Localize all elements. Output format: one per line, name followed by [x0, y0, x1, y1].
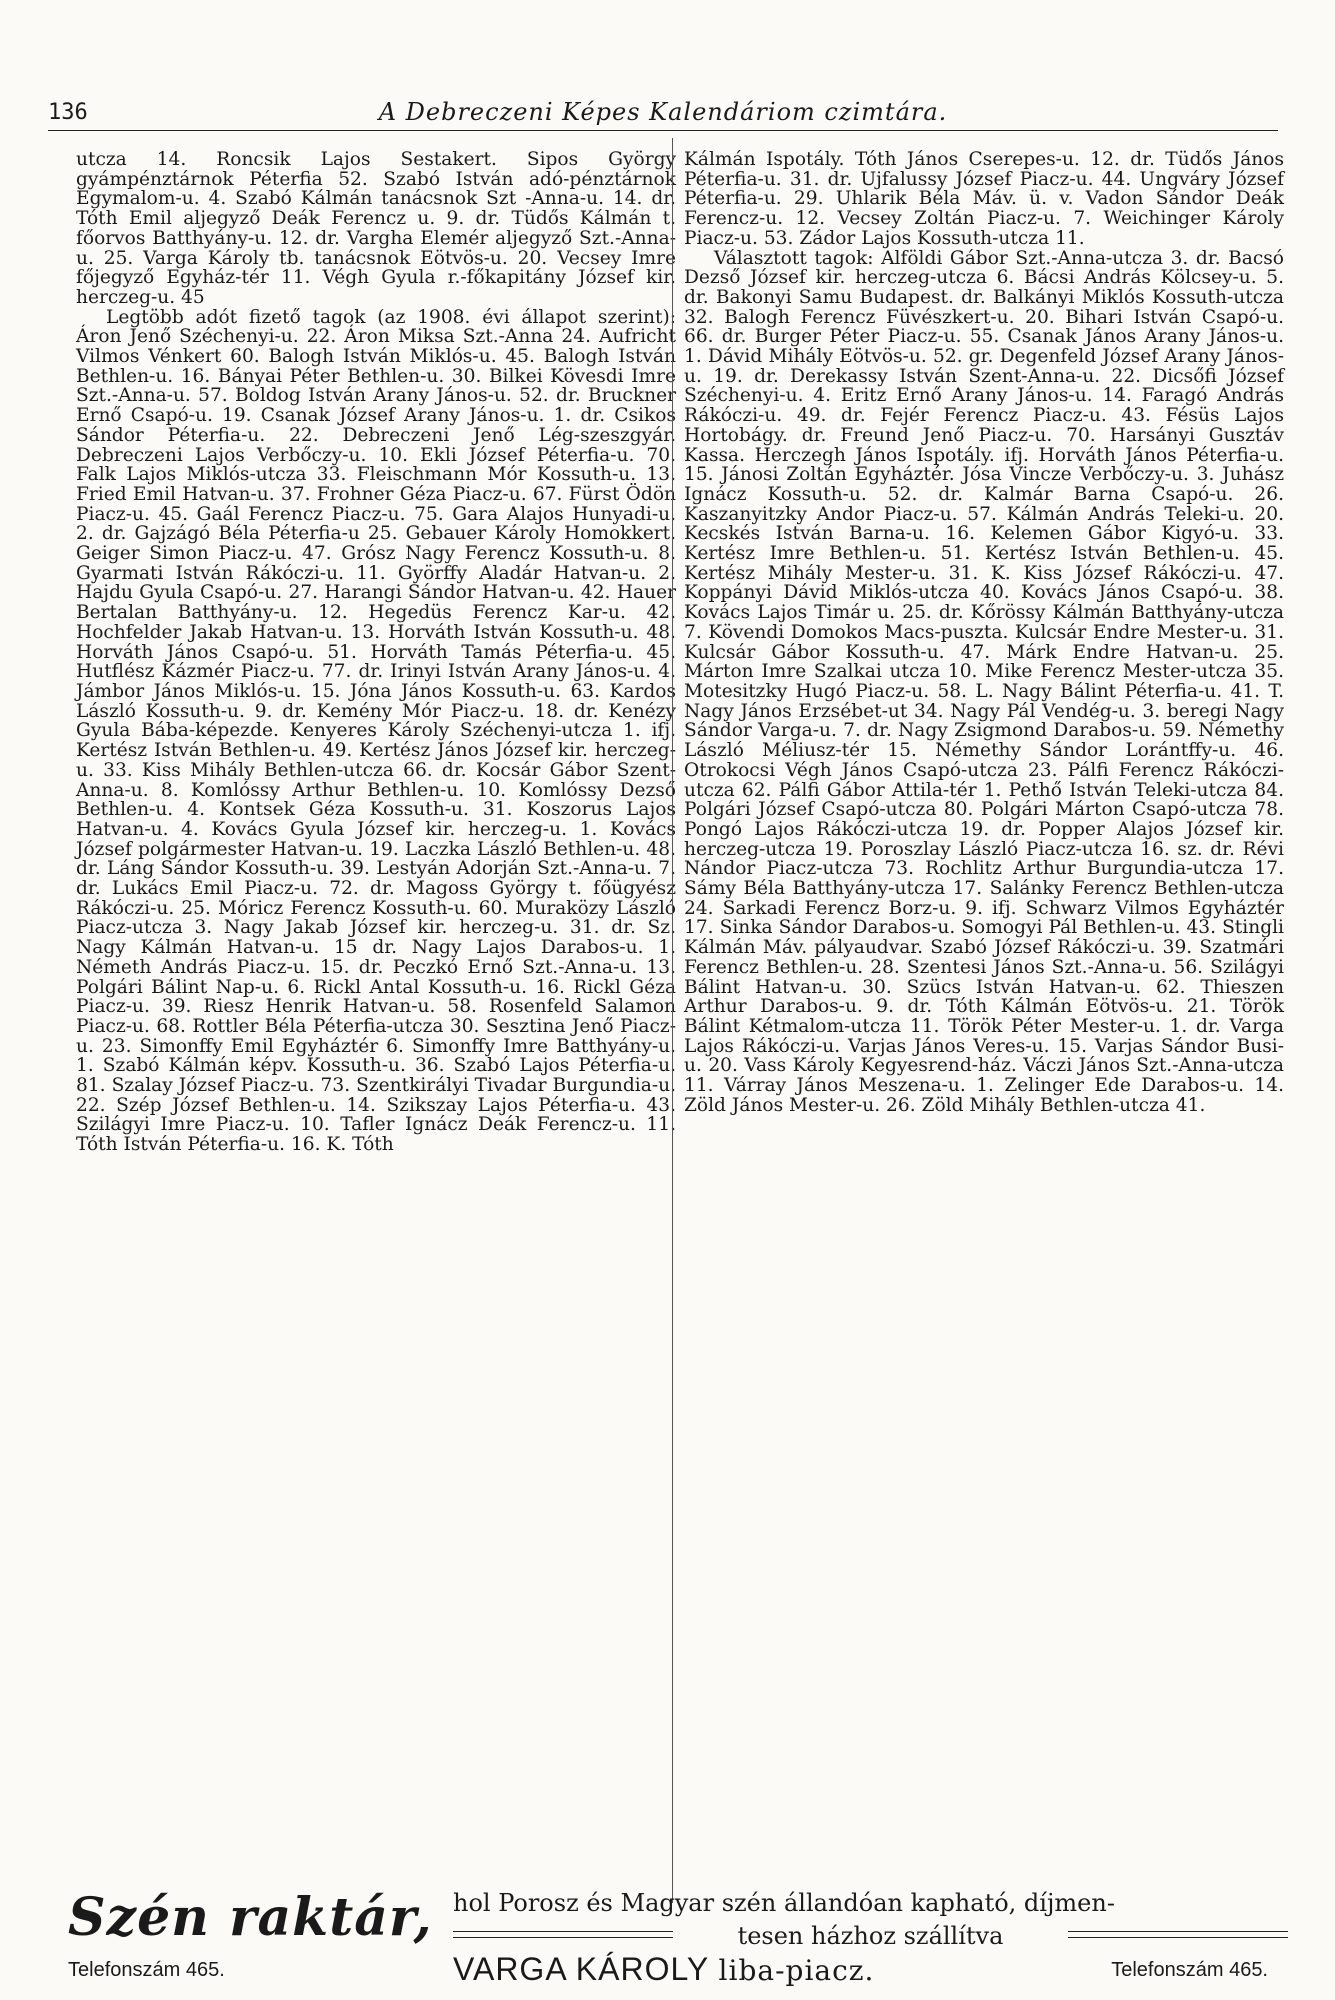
coal-store-advertisement [48, 1887, 1288, 1995]
ad-text-line-2: tesen házhoz szállítva [737, 1922, 1004, 1950]
ad-phone-right: Telefonszám 465. [1111, 1959, 1268, 1981]
page-header [48, 96, 1278, 131]
ad-phone-left: Telefonszám 465. [68, 1959, 225, 1981]
ad-double-rule-right [1068, 1931, 1288, 1938]
ad-headline: Szén raktár, [68, 1887, 433, 1948]
ad-owner [453, 1951, 874, 1988]
ad-bottom-row [48, 1951, 1288, 1989]
left-column [76, 150, 676, 1155]
ad-text-line-2-row [453, 1922, 1288, 1950]
left-paragraph-1: utcza 14. Roncsik Lajos Sestakert. Sipos György gyámpénztárnok Péterfia 52. Szabó István adó-pénztárnok Egymalom-u. 4. Szabó Kálmán tanácsnok Szt -Anna-u. 14. dr. Tóth Emil aljegyző Deák Ferencz u. 9. dr. Tüdős Kálmán t. főorvos Batthyány-u. 12. dr. Vargha Elemér aljegyző Szt.-Anna-u. 25. Varga Károly tb. tanácsnok Eötvös-u. 20. Vecsey Imre főjegyző Egyház-tér 11. Végh Gyula r.-főkapitány József kir. herczeg-u. 45 [76, 149, 676, 308]
ad-text-line-1: hol Porosz és Magyar szén állandóan kapható, díjmen- [453, 1889, 1115, 1917]
running-title: A Debreczeni Képes Kalendáriom czimtára. [378, 98, 948, 126]
page-number: 136 [48, 100, 88, 125]
right-paragraph-2: Választott tagok: Alföldi Gábor Szt.-Anna-utcza 3. dr. Bacsó Dezső József kir. herczeg-utcza 6. Bácsi András Kölcsey-u. 5. dr. Bakonyi Samu Budapest. dr. Balkányi Miklós Kossuth-utcza 32. Balogh Ferencz Füvészkert-u. 20. Bihari István Csapó-u. 66. dr. Burger Péter Piacz-u. 55. Csanak János Arany János-u. 1. Dávid Mihály Eötvös-u. 52. gr. Degenfeld József Arany János-u. 19. dr. Derekassy István Szent-Anna-u. 22. Dicsőfi József Széchenyi-u. 4. Eritz Ernő Arany János-u. 14. Faragó András Rákóczi-u. 49. dr. Fejér Ferencz Piacz-u. 43. Fésüs Lajos Hortobágy. dr. Freund Jenő Piacz-u. 70. Harsányi Gusztáv Kassa. Herczegh János Ispotály. ifj. Horváth János Péterfia-u. 15. Jánosi Zoltán Egyháztér. Jósa Vincze Verbőczy-u. 3. Juhász Ignácz Kossuth-u. 52. dr. Kalmár Barna Csapó-u. 26. Kaszanyitzky Andor Piacz-u. 57. Kálmán András Teleki-u. 20. Kecskés István Barna-u. 16. Kelemen Gábor Kigyó-u. 33. Kertész Imre Bethlen-u. 51. Kertész István Bethlen-u. 45. Kertész Mihály Mester-u. 31. K. Kiss József Rákóczi-u. 47. Koppányi Dávid Miklós-utcza 40. Kovács János Csapó-u. 38. Kovács Lajos Timár u. 25. dr. Kőrössy Kálmán Batthyány-utcza 7. Kövendi Domokos Macs-puszta. Kulcsár Endre Mester-u. 31. Kulcsár Gábor Kossuth-u. 47. Márk Endre Hatvan-u. 25. Márton Imre Szalkai utcza 10. Mike Ferencz Mester-utcza 35. Motesitzky Hugó Piacz-u. 58. L. Nagy Bálint Péterfia-u. 41. T. Nagy János Erzsébet-ut 34. Nagy Pál Vendég-u. 3. beregi Nagy Sándor Varga-u. 7. dr. Nagy Zsigmond Darabos-u. 59. Némethy László Méliusz-tér 15. Némethy Sándor Lorántffy-u. 46. Otrokocsi Végh János Csapó-utcza 23. Pálfi Ferencz Rákóczi-utcza 62. Pálfi Gábor Attila-tér 1. Pethő István Teleki-utcza 84. Polgári József Csapó-utcza 80. Polgári Márton Csapó-utcza 78. Pongó Lajos Rákóczi-utcza 19. dr. Popper Alajos József kir. herczeg-utcza 19. Poroszlay László Piacz-utcza 16. sz. dr. Révi Nándor Piacz-utcza 73. Rochlitz Arthur Burgundia-utcza 17. Sámy Béla Batthyány-utcza 17. Salánky Ferencz Bethlen-utcza 24. Sarkadi Ferencz Borz-u. 9. ifj. Schwarz Vilmos Egyháztér 17. Sinka Sándor Darabos-u. Somogyi Pál Bethlen-u. 43. Stingli Kálmán Máv. pályaudvar. Szabó József Rákóczi-u. 39. Szatmári Ferencz Bethlen-u. 28. Szentesi János Szt.-Anna-u. 56. Szilágyi Bálint Hatvan-u. 30. Szücs István Hatvan-u. 62. Thieszen Arthur Darabos-u. 9. dr. Tóth Kálmán Eötvös-u. 21. Török Bálint Kétmalom-utcza 11. Török Péter Mester-u. 1. dr. Varga Lajos Rákóczi-u. Varjas János Veres-u. 15. Varjas Sándor Busi-u. 20. Vass Károly Kegyesrend-ház. Váczi János Szt.-Anna-utcza 11. Várray János Meszena-u. 1. Zelinger Ede Darabos-u. 14. Zöld János Mester-u. 26. Zöld Mihály Bethlen-utcza 41. [684, 247, 1284, 1116]
ad-owner-name: VARGA KÁROLY [453, 1951, 709, 1987]
column-divider [672, 138, 673, 1903]
ad-owner-place: liba-piacz. [718, 1954, 875, 1987]
left-paragraph-2: Legtöbb adót fizető tagok (az 1908. évi állapot szerint): Áron Jenő Széchenyi-u. 22. Áron Miksa Szt.-Anna 24. Aufricht Vilmos Vénkert 60. Balogh István Miklós-u. 45. Balogh István Bethlen-u. 16. Bányai Péter Bethlen-u. 30. Bilkei Kövesdi Imre Szt.-Anna-u. 57. Boldog István Arany János-u. 52. dr. Bruckner Ernő Csapó-u. 19. Csanak József Arany János-u. 1. dr. Csikos Sándor Péterfia-u. 22. Debreczeni Jenő Lég-szeszgyár. Debreczeni Lajos Verbőczy-u. 10. Ekli József Péterfia-u. 70. Falk Lajos Miklós-utcza 33. Fleischmann Mór Kossuth-u. 13. Fried Emil Hatvan-u. 37. Frohner Géza Piacz-u. 67. Fürst Ödön Piacz-u. 45. Gaál Ferencz Piacz-u. 75. Gara Alajos Hunyadi-u. 2. dr. Gajzágó Béla Péterfia-u 25. Gebauer Károly Homokkert. Geiger Simon Piacz-u. 47. Grósz Nagy Ferencz Kossuth-u. 8. Gyarmati István Rákóczi-u. 11. Györffy Aladár Hatvan-u. 2. Hajdu Gyula Csapó-u. 27. Harangi Sándor Hatvan-u. 42. Hauer Bertalan Batthyány-u. 12. Hegedüs Ferencz Kar-u. 42. Hochfelder Jakab Hatvan-u. 13. Horváth István Kossuth-u. 48. Horváth János Csapó-u. 51. Horváth Tamás Péterfia-u. 45. Hutflész Kázmér Piacz-u. 77. dr. Irinyi István Arany János-u. 4. Jámbor János Miklós-u. 15. Jóna János Kossuth-u. 63. Kardos László Kossuth-u. 9. dr. Kemény Mór Piacz-u. 18. dr. Kenézy Gyula Bába-képezde. Kenyeres Károly Széchenyi-utcza 1. ifj. Kertész István Bethlen-u. 49. Kertész János József kir. herczeg-u. 33. Kiss Mihály Bethlen-utcza 66. dr. Kocsár Gábor Szent-Anna-u. 8. Komlóssy Arthur Bethlen-u. 10. Komlóssy Dezső Bethlen-u. 4. Kontsek Géza Kossuth-u. 31. Koszorus Lajos Hatvan-u. 4. Kovács Gyula József kir. herczeg-u. 1. Kovács József polgármester Hatvan-u. 19. Laczka László Bethlen-u. 48. dr. Láng Sándor Kossuth-u. 39. Lestyán Adorján Szt.-Anna-u. 7. dr. Lukács Emil Piacz-u. 72. dr. Magoss György t. főügyész Rákóczi-u. 25. Móricz Ferencz Kossuth-u. 60. Muraközy László Piacz-utcza 3. Nagy Jakab József kir. herczeg-u. 31. dr. Sz. Nagy Kálmán Hatvan-u. 15 dr. Nagy Lajos Darabos-u. 1. Németh András Piacz-u. 15. dr. Peczkó Ernő Szt.-Anna-u. 13. Polgári Bálint Nap-u. 6. Rickl Antal Kossuth-u. 16. Rickl Géza Piacz-u. 39. Riesz Henrik Hatvan-u. 58. Rosenfeld Salamon Piacz-u. 68. Rottler Béla Péterfia-utcza 30. Sesztina Jenő Piacz-u. 23. Simonffy Emil Egyháztér 6. Simonffy Imre Batthyány-u. 1. Szabó Kálmán képv. Kossuth-u. 36. Szabó Lajos Péterfia-u. 81. Szalay József Piacz-u. 73. Szentkirályi Tivadar Burgundia-u. 22. Szép József Bethlen-u. 14. Szikszay Lajos Péterfia-u. 43. Szilágyi Imre Piacz-u. 10. Tafler Ignácz Deák Ferencz-u. 11. Tóth István Péterfia-u. 16. K. Tóth [76, 306, 676, 1156]
right-column [684, 150, 1284, 1115]
right-paragraph-1: Kálmán Ispotály. Tóth János Cserepes-u. 12. dr. Tüdős János Péterfia-u. 31. dr. Ujfalussy József Piacz-u. 44. Ungváry József Péterfia-u. 29. Uhlarik Béla Máv. ü. v. Vadon Sándor Deák Ferencz-u. 12. Vecsey Zoltán Piacz-u. 7. Weichinger Károly Piacz-u. 53. Zádor Lajos Kossuth-utcza 11. [684, 149, 1284, 249]
